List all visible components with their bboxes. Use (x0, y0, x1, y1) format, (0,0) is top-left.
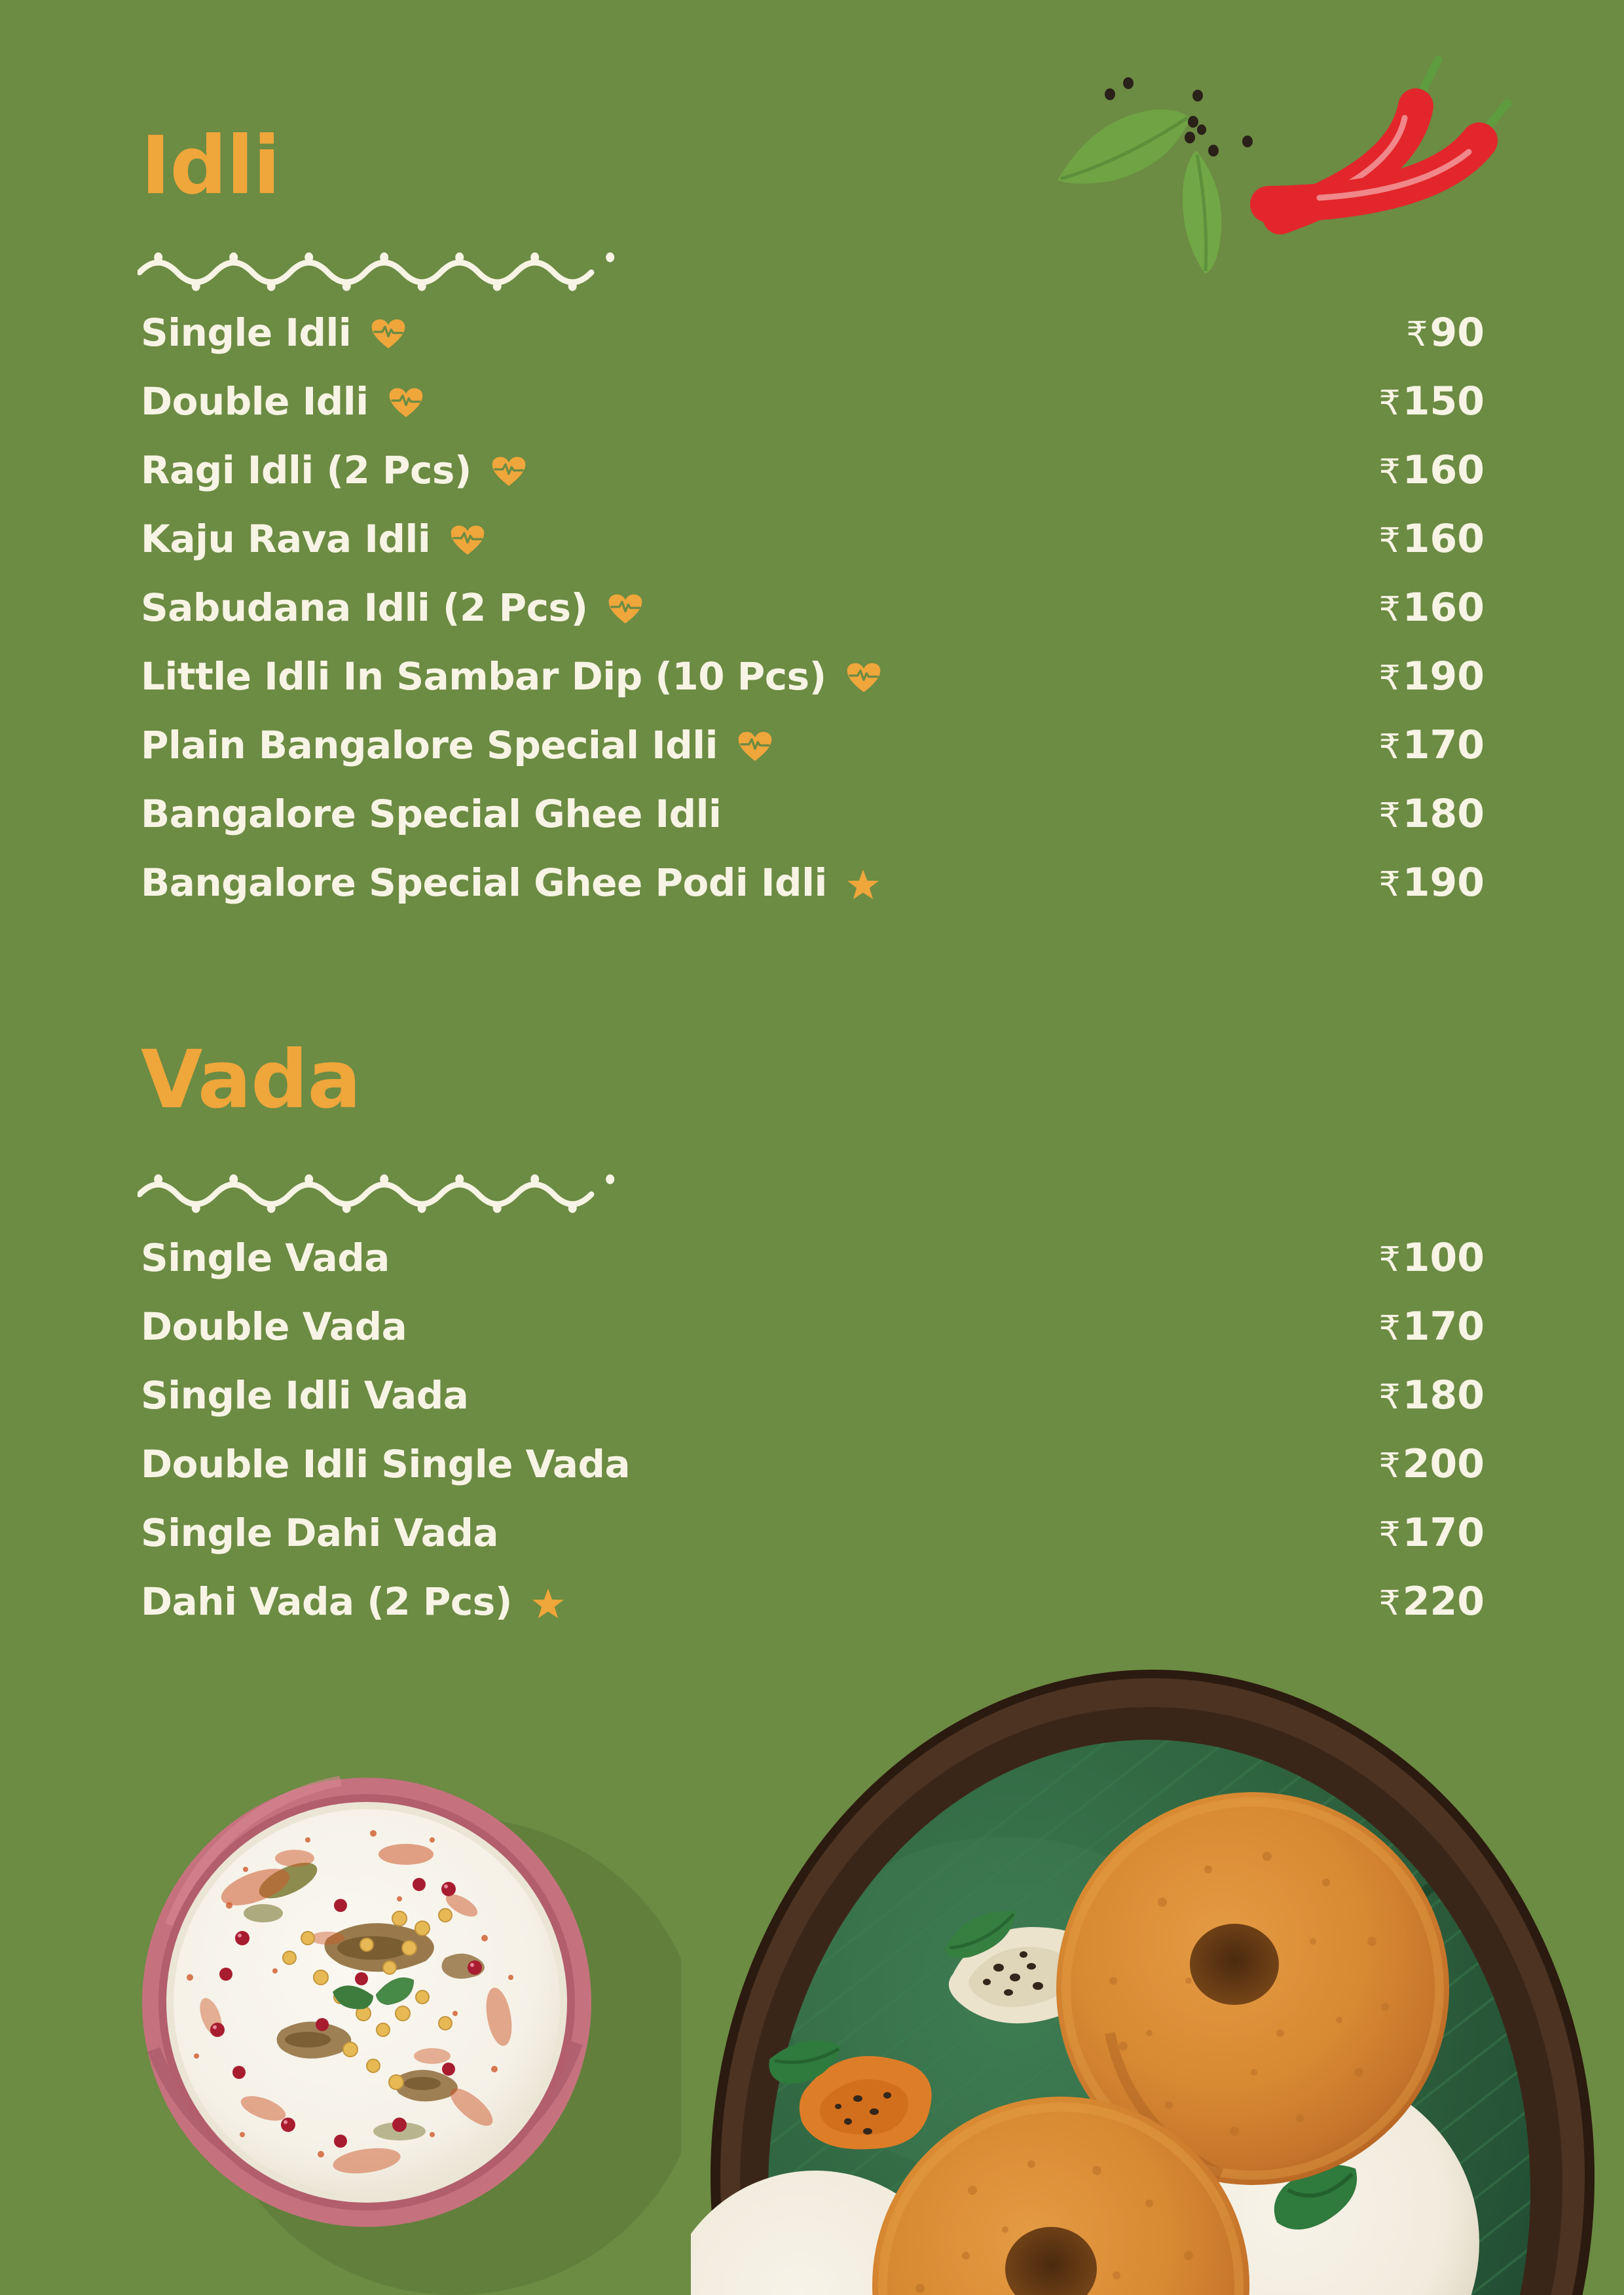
price-value: 160 (1402, 515, 1485, 562)
item-name: Single Idli (141, 310, 352, 355)
price-value: 160 (1402, 447, 1485, 493)
item-name: Ragi Idli (2 Pcs) (141, 447, 471, 492)
item-price (1379, 653, 1485, 699)
rupee-symbol: ₹ (1378, 1515, 1401, 1554)
item-price (1379, 1235, 1485, 1281)
star-icon (847, 869, 879, 900)
item-name: Double Vada (141, 1304, 407, 1349)
price-value: 100 (1402, 1234, 1485, 1281)
price-value: 170 (1402, 722, 1485, 768)
item-name: Little Idli In Sambar Dip (10 Pcs) (141, 653, 826, 699)
item-name-group (141, 1511, 498, 1555)
price-value: 150 (1402, 378, 1485, 424)
price-value: 220 (1402, 1578, 1485, 1625)
rupee-symbol: ₹ (1378, 521, 1401, 560)
item-name-group (141, 1373, 468, 1418)
item-price (1379, 585, 1485, 631)
item-price (1406, 310, 1485, 356)
item-price (1379, 1441, 1485, 1487)
rupee-symbol: ₹ (1378, 589, 1401, 629)
heart-pulse-icon (450, 525, 485, 557)
rupee-symbol: ₹ (1378, 727, 1401, 767)
price-value: 190 (1402, 859, 1485, 906)
item-name: Single Idli Vada (141, 1372, 469, 1418)
vada-idli-platter-photo (691, 1666, 1604, 2295)
heart-pulse-icon (608, 594, 643, 625)
menu-item-row (141, 435, 1485, 504)
rupee-symbol: ₹ (1406, 314, 1428, 354)
rupee-symbol: ₹ (1378, 452, 1401, 492)
item-price (1379, 1304, 1485, 1349)
price-value: 170 (1402, 1303, 1485, 1349)
item-price (1379, 1510, 1485, 1556)
price-value: 180 (1402, 790, 1485, 837)
item-name-group (141, 1579, 564, 1624)
heart-pulse-icon (737, 731, 773, 763)
menu-item-row (141, 573, 1485, 642)
wavy-divider (138, 1172, 630, 1214)
menu-item-row (141, 848, 1485, 917)
item-name-group (141, 448, 526, 492)
item-name: Sabudana Idli (2 Pcs) (141, 585, 588, 630)
price-value: 180 (1402, 1372, 1485, 1418)
curry-leaf-icon (1058, 109, 1190, 183)
price-value: 90 (1430, 309, 1485, 356)
menu-item-row (141, 642, 1485, 710)
wavy-divider (138, 250, 630, 292)
item-name-group (141, 1442, 630, 1486)
item-price (1379, 1579, 1485, 1625)
price-value: 170 (1402, 1509, 1485, 1556)
rupee-symbol: ₹ (1378, 1308, 1401, 1348)
item-name: Plain Bangalore Special Idli (141, 722, 718, 767)
star-icon (532, 1588, 564, 1619)
menu-item-row (141, 1223, 1485, 1292)
price-value: 160 (1402, 584, 1485, 631)
item-name: Bangalore Special Ghee Podi Idli (141, 860, 827, 905)
menu-items-idli (141, 298, 1485, 917)
item-price (1379, 722, 1485, 768)
item-name-group (141, 1304, 407, 1349)
menu-item-row (141, 1567, 1485, 1636)
item-name: Double Idli (141, 378, 369, 424)
item-name-group (141, 517, 485, 561)
menu-item-row (141, 779, 1485, 848)
item-name-group (141, 723, 773, 767)
item-name: Bangalore Special Ghee Idli (141, 791, 722, 836)
menu-item-row (141, 1498, 1485, 1567)
rupee-symbol: ₹ (1378, 658, 1401, 698)
heart-pulse-icon (371, 319, 406, 350)
price-value: 200 (1402, 1441, 1485, 1487)
item-name-group (141, 585, 643, 630)
menu-item-row (141, 1361, 1485, 1429)
menu-item-row (141, 367, 1485, 435)
spice-decoration (1012, 26, 1601, 275)
item-price (1379, 791, 1485, 837)
item-name-group (141, 654, 881, 699)
menu-item-row (141, 504, 1485, 573)
heart-pulse-icon (491, 456, 526, 488)
price-value: 190 (1402, 653, 1485, 699)
rupee-symbol: ₹ (1378, 796, 1401, 835)
rupee-symbol: ₹ (1378, 1583, 1401, 1623)
item-name: Single Vada (141, 1235, 390, 1280)
menu-item-row (141, 710, 1485, 779)
section-title-vada: Vada (141, 1033, 361, 1126)
rupee-symbol: ₹ (1378, 864, 1401, 904)
item-name-group (141, 379, 424, 424)
rupee-symbol: ₹ (1378, 1239, 1401, 1279)
item-name-group (141, 792, 721, 836)
item-name: Kaju Rava Idli (141, 516, 431, 561)
item-name: Single Dahi Vada (141, 1510, 499, 1555)
item-price (1379, 1372, 1485, 1418)
curry-leaf-icon (1183, 151, 1221, 274)
menu-item-row (141, 1429, 1485, 1498)
item-price (1379, 516, 1485, 562)
menu-item-row (141, 298, 1485, 367)
dahi-vada-bowl-photo (92, 1742, 681, 2295)
item-name-group (141, 1236, 390, 1280)
item-price (1379, 378, 1485, 424)
item-name-group (141, 310, 406, 355)
rupee-symbol: ₹ (1378, 1446, 1401, 1486)
menu-items-vada (141, 1223, 1485, 1636)
item-name: Double Idli Single Vada (141, 1441, 631, 1486)
heart-pulse-icon (388, 388, 424, 419)
item-price (1379, 447, 1485, 493)
rupee-symbol: ₹ (1378, 1377, 1401, 1417)
heart-pulse-icon (846, 663, 881, 694)
rupee-symbol: ₹ (1378, 383, 1401, 423)
menu-item-row (141, 1292, 1485, 1361)
item-price (1379, 860, 1485, 906)
item-name: Dahi Vada (2 Pcs) (141, 1579, 512, 1624)
item-name-group (141, 860, 879, 905)
section-title-idli: Idli (141, 119, 280, 212)
